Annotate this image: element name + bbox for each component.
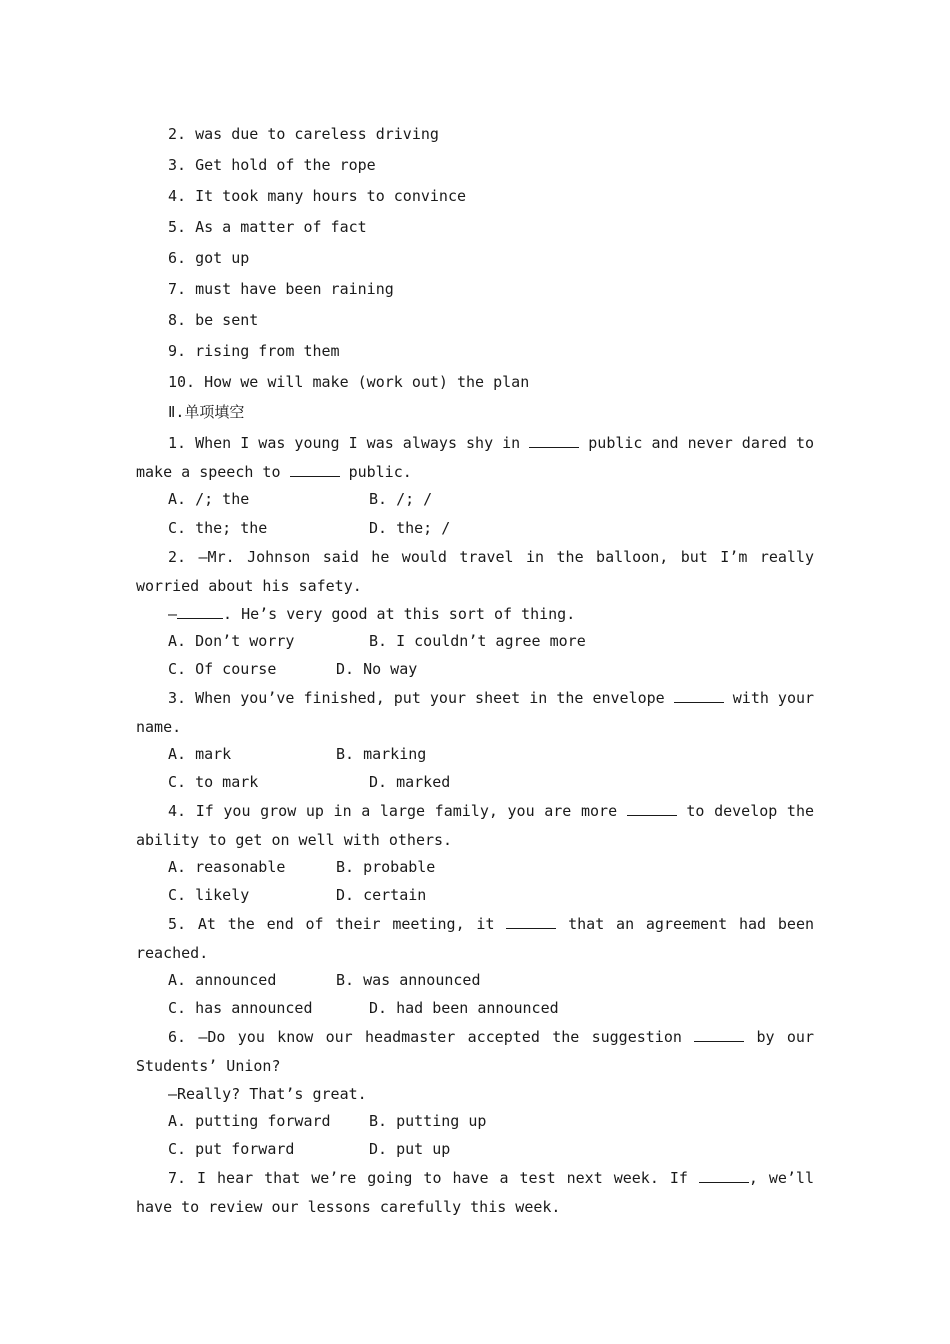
- question-5-option-d: D. had been announced: [369, 999, 559, 1017]
- answer-blank: [674, 688, 724, 703]
- answer-blank: [694, 1027, 744, 1042]
- answer-blank: [506, 914, 556, 929]
- question-4-option-c: C. likely: [168, 886, 250, 904]
- answer-blank: [529, 433, 579, 448]
- question-4-option-d: D. certain: [336, 886, 427, 904]
- question-3-option-b: B. marking: [336, 745, 427, 763]
- question-2-line-2: worried about his safety.: [136, 577, 362, 595]
- question-4-option-b: B. probable: [336, 858, 436, 876]
- question-2-option-c: C. Of course: [168, 660, 277, 678]
- question-3-option-a: A. mark: [168, 745, 232, 763]
- answer-7: 7. must have been raining: [168, 280, 394, 298]
- question-6-option-d: D. put up: [369, 1140, 451, 1158]
- question-4-line-1: 4. If you grow up in a large family, you are more to develop the: [168, 802, 815, 820]
- question-4-option-a: A. reasonable: [168, 858, 286, 876]
- question-3-option-d: D. marked: [369, 773, 451, 791]
- question-5-option-b: B. was announced: [336, 971, 481, 989]
- question-6-option-a: A. putting forward: [168, 1112, 331, 1130]
- question-1-option-a: A. /; the: [168, 490, 250, 508]
- question-5-line-2: reached.: [136, 944, 209, 962]
- answer-blank: [699, 1168, 749, 1183]
- answer-3: 3. Get hold of the rope: [168, 156, 376, 174]
- answer-10: 10. How we will make (work out) the plan: [168, 373, 530, 391]
- question-2-option-d: D. No way: [336, 660, 418, 678]
- question-2-reply: — . He’s very good at this sort of thing.: [168, 605, 576, 623]
- answer-6: 6. got up: [168, 249, 250, 267]
- answer-blank: [627, 801, 677, 816]
- question-2-line-1: 2. —Mr. Johnson said he would travel in the balloon, but I’m really: [168, 548, 814, 566]
- question-5-option-c: C. has announced: [168, 999, 313, 1017]
- question-6-option-c: C. put forward: [168, 1140, 295, 1158]
- question-1-line-2: make a speech to public.: [136, 463, 412, 481]
- question-5-option-a: A. announced: [168, 971, 277, 989]
- answer-8: 8. be sent: [168, 311, 259, 329]
- question-3-line-1: 3. When you’ve finished, put your sheet in the envelope with your: [168, 689, 815, 707]
- answer-9: 9. rising from them: [168, 342, 340, 360]
- question-2-option-b: B. I couldn’t agree more: [369, 632, 586, 650]
- answer-2: 2. was due to careless driving: [168, 125, 439, 143]
- question-1-option-c: C. the; the: [168, 519, 268, 537]
- answer-blank: [290, 462, 340, 477]
- question-6-option-b: B. putting up: [369, 1112, 487, 1130]
- question-1-option-b: B. /; /: [369, 490, 433, 508]
- answer-blank: [177, 604, 223, 619]
- question-7-line-1: 7. I hear that we’re going to have a test next week. If , we’ll: [168, 1169, 814, 1187]
- question-6-reply: —Really? That’s great.: [168, 1085, 367, 1103]
- question-6-line-2: Students’ Union?: [136, 1057, 281, 1075]
- question-1-line-1: 1. When I was young I was always shy in public and never dared to: [168, 434, 815, 452]
- question-6-line-1: 6. —Do you know our headmaster accepted the suggestion by our: [168, 1028, 814, 1046]
- section-title: Ⅱ.单项填空: [168, 403, 245, 421]
- question-3-line-2: name.: [136, 718, 182, 736]
- question-4-line-2: ability to get on well with others.: [136, 831, 453, 849]
- answer-4: 4. It took many hours to convince: [168, 187, 467, 205]
- question-5-line-1: 5. At the end of their meeting, it that an agreement had been: [168, 915, 815, 933]
- question-1-option-d: D. the; /: [369, 519, 451, 537]
- question-7-line-2: have to review our lessons carefully this week.: [136, 1198, 561, 1216]
- answer-5: 5. As a matter of fact: [168, 218, 367, 236]
- question-3-option-c: C. to mark: [168, 773, 259, 791]
- question-2-option-a: A. Don’t worry: [168, 632, 295, 650]
